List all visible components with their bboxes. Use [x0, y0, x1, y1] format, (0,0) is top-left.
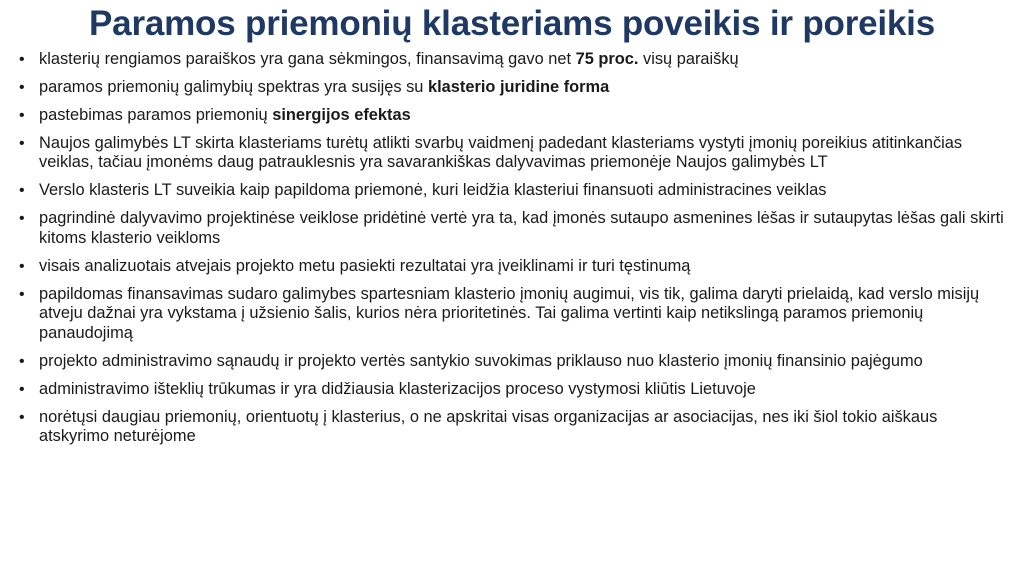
bullet-text: visais analizuotais atvejais projekto metu pasiekti rezultatai yra įveiklinami ir turi tęstinumą [39, 256, 691, 275]
bullet-text: Naujos galimybės LT skirta klasteriams turėtų atlikti svarbų vaidmenį padedant klasteriams vystyti įmonių poreikius atitinkančias veiklas, tačiau įmonėms daug patrauklesnis yra savarankiškas dalyvavimas priemonėje Naujos galimybės LT [39, 134, 963, 172]
bullet-item [19, 257, 1009, 276]
bullet-text: norėtųsi daugiau priemonių, orientuotų į klasterius, o ne apskritai visas organizacijas ar asociacijas, nes iki šiol tokio aiškaus atskyrimo neturėjome [39, 407, 938, 446]
bullet-icon: • [19, 380, 25, 398]
bullet-icon: • [19, 408, 25, 426]
bullet-text: pagrindinė dalyvavimo projektinėse veiklose pridėtinė vertė yra ta, kad įmonės sutaupo asmenines lėšas ir sutaupytas lėšas gali skirti kitoms klasterio veikloms [39, 209, 1004, 247]
bullet-list [19, 50, 1009, 455]
bullet-icon: • [19, 257, 25, 275]
bullet-item [19, 209, 1009, 248]
bullet-bold-text: klasterio juridine forma [427, 78, 610, 96]
bullet-text: pastebimas paramos priemonių [39, 106, 273, 124]
bullet-item [19, 181, 1009, 200]
bullet-text: administravimo išteklių trūkumas ir yra didžiausia klasterizacijos proceso vystymosi kliūtis Lietuvoje [39, 379, 756, 398]
bullet-bold-text: sinergijos efektas [272, 106, 411, 124]
bullet-bold-text: 75 proc. [575, 50, 639, 68]
bullet-text: paramos priemonių galimybių spektras yra susijęs su [39, 78, 428, 96]
bullet-text: klasterių rengiamos paraiškos yra gana sėkmingos, finansavimą gavo net [39, 50, 576, 68]
bullet-text: papildomas finansavimas sudaro galimybes spartesniam klasterio įmonių augimui, vis tik, galima daryti prielaidą, kad verslo misijų atveju dažnai yra vykstama į užsienio šalis, kurios nėra prioritetinės. Tai galima vertinti kaip netikslingą paramos priemonių panaudojimą [39, 284, 980, 342]
bullet-icon: • [19, 352, 25, 370]
bullet-item [19, 134, 1009, 173]
bullet-icon: • [19, 182, 25, 200]
slide-title: Paramos priemonių klasteriams poveikis ir poreikis [89, 4, 935, 43]
bullet-icon: • [19, 79, 25, 96]
bullet-icon: • [19, 51, 25, 68]
bullet-text: Verslo klasteris LT suveikia kaip papildoma priemonė, kuri leidžia klasteriui finansuoti administracines veiklas [39, 181, 827, 200]
bullet-item [19, 78, 1009, 97]
bullet-icon: • [19, 285, 25, 303]
bullet-text: projekto administravimo sąnaudų ir projekto vertės santykio suvokimas priklauso nuo klasterio įmonių finansinio pajėgumo [39, 351, 923, 370]
bullet-icon: • [19, 210, 25, 228]
bullet-item [19, 380, 1009, 399]
bullet-item [19, 408, 1009, 447]
bullet-item [19, 50, 1009, 69]
bullet-icon: • [19, 107, 25, 124]
bullet-icon: • [19, 135, 25, 152]
bullet-item [19, 352, 1009, 371]
bullet-item [19, 106, 1009, 125]
bullet-item [19, 285, 1009, 343]
bullet-text-tail: visų paraiškų [638, 50, 739, 68]
